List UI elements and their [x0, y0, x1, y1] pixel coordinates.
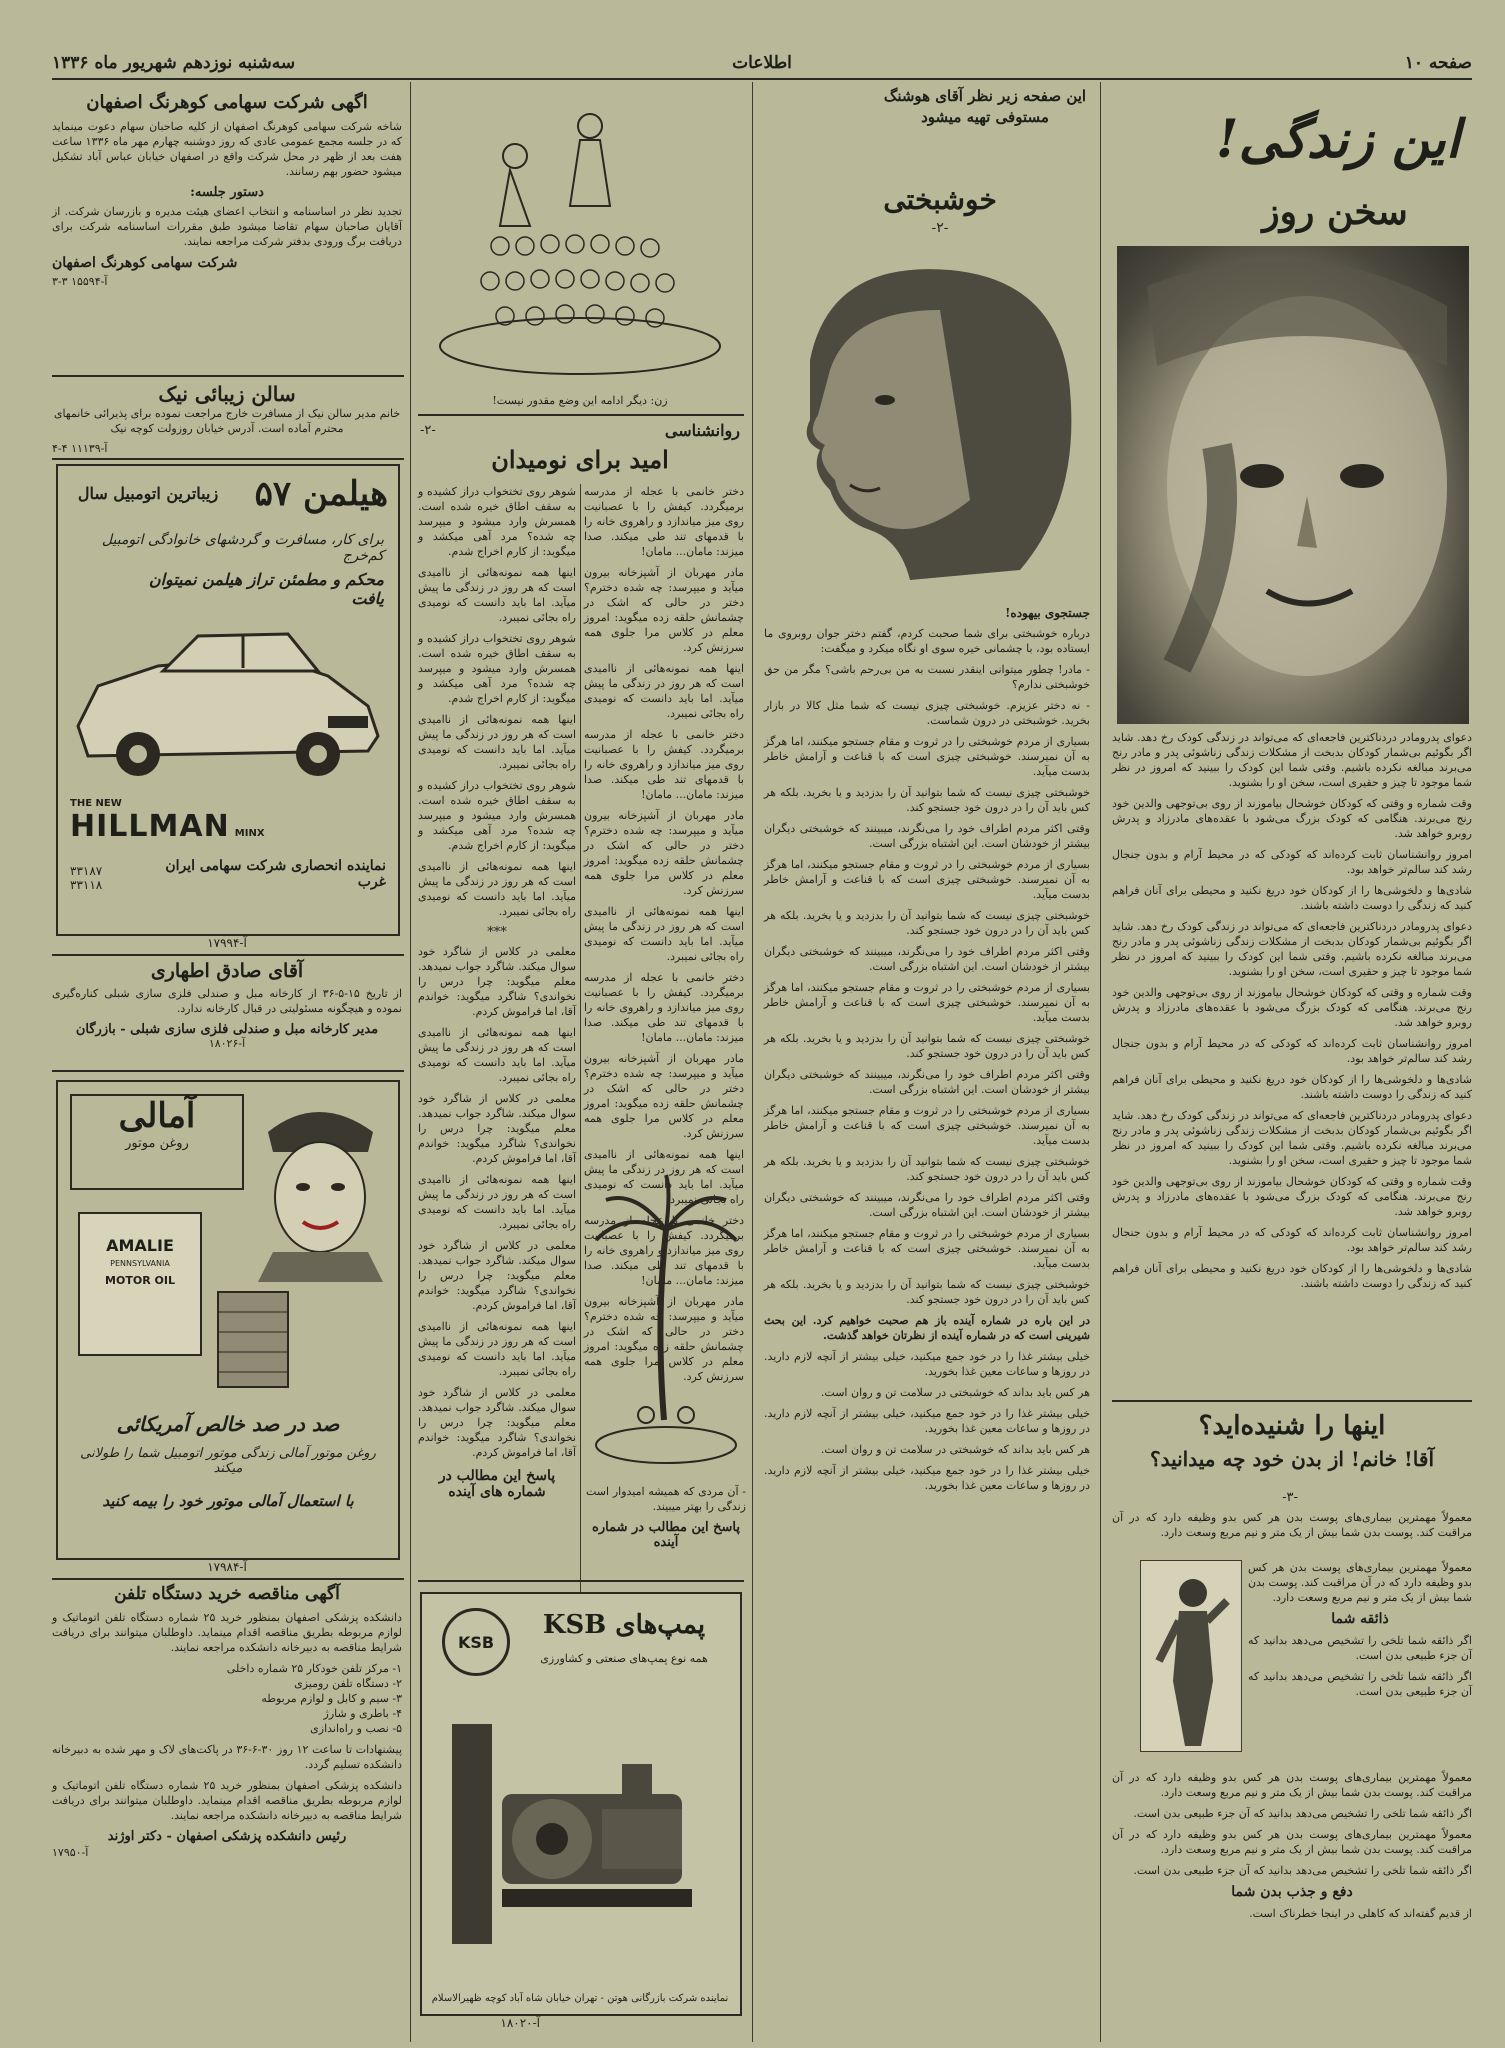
heard-num: -۳- [1282, 1490, 1298, 1505]
col1-paragraph: شادی‌ها و دلخوشی‌ها را از کودکان خود دریغ نکنید و محیطی برای آنان فراهم کنید که زندگی را دوست داشته باشند. [1112, 884, 1472, 912]
col2-paragraph: وقتی اکثر مردم اطراف خود را می‌نگرند، میبینند که خوشبختی دیگران بیشتر از خودشان است. این اشتباه بزرگی است. [764, 822, 1090, 850]
heard-paragraph: اگر ذائقه شما تلخی را تشخیص می‌دهد بدانید که آن جزء طبیعی بدن است. [1133, 1807, 1472, 1820]
car-icon [68, 616, 388, 786]
kouhrang-signature: شرکت سهامی کوهرنگ اصفهان [52, 255, 238, 271]
page-header [52, 48, 1472, 80]
col3-paragraph: اینها همه نمونه‌هائی از ناامیدی است که هر روز در زندگی ما پیش میآید. اما باید دانست که نومیدی راه بجائی نمیبرد. [418, 860, 576, 918]
col2-paragraph: خوشبختی چیزی نیست که شما بتوانید آن را بدزدید و یا بخرید. بلکه هر کس باید آن را در درون خود جستجو کند. [764, 1032, 1090, 1060]
col3-paragraph: اینها همه نمونه‌هائی از ناامیدی است که هر روز در زندگی ما پیش میآید. اما باید دانست که نومیدی راه بجائی نمیبرد. [584, 662, 744, 720]
psych-header [420, 418, 740, 442]
col3-paragraph: مادر مهربان از آشپزخانه بیرون میآید و میپرسد: چه شده دخترم؟ دختر در حالی که اشک در چشمانش حلقه زده میگوید: امروز معلم در کلاس مرا جلوی همه سرزنش کرد. [584, 1295, 744, 1383]
col2-paragraph: خیلی بیشتر غذا را در خود جمع میکنید، خیلی بیشتر از آنچه لازم دارید. در روزها و ساعات معین غذا بخورید. [764, 1350, 1090, 1378]
section-divider [418, 414, 744, 416]
cartoon-caption: زن: دیگر ادامه این وضع مقدور نیست! [492, 394, 668, 407]
oil-can-icon [208, 1282, 298, 1392]
stars-divider: *** [487, 925, 507, 940]
heard-paragraph: معمولاً مهمترین بیماری‌های پوست بدن هر کس بدو وظیفه دارد که در آن مراقبت کند. پوست بدن شما بیش از یک متر و نیم مربع وسعت دارد. [1112, 1828, 1472, 1856]
heard-paragraph: از قدیم گفته‌اند که کاهلی در اینجا خطرناک است. [1249, 1907, 1472, 1920]
heard-body [1112, 1510, 1472, 1550]
editor-note-text: این صفحه زیر نظر آقای هوشنگ مستوفی تهیه میشود [883, 87, 1087, 126]
child-photo [1117, 246, 1469, 724]
salon-ad [52, 382, 402, 440]
col2-paragraph: بسیاری از مردم خوشبختی را در ثروت و مقام جستجو میکنند، اما هرگز به آن نمیرسند. خوشبختی چیزی است که با قناعت و آرامش خاطر بدست میآید. [764, 858, 1090, 901]
psych-label: روانشناسی [664, 420, 740, 440]
palm-tree-icon [586, 1170, 746, 1480]
hillman-logo-minx: MINX [234, 828, 265, 839]
athari-signature: مدیر کارخانه مبل و صندلی فلزی سازی شبلی - بازرگان [75, 1022, 379, 1037]
ksb-title: پمپ‌های KSB [542, 1610, 706, 1640]
tender-items: ۱- مرکز تلفن خودکار ۲۵ شماره داخلی ۲- دستگاه تلفن رومیزی ۳- سیم و کابل و لوازم مربوطه ۴- باطری و شارژ ۵- نصب و راه‌اندازی [226, 1662, 402, 1735]
col2-paragraph: هر کس باید بداند که خوشبختی در سلامت تن و روان است. [820, 1386, 1090, 1399]
col3-paragraph: معلمی در کلاس از شاگرد خود سوال میکند. شاگرد جواب نمیدهد. معلم میگوید: چرا درس را نخواندی؟ شاگرد میگوید: خواندم آقا، اما فراموش کردم. [418, 1092, 576, 1165]
col2-paragraph: خوشبختی چیزی نیست که شما بتوانید آن را بدزدید و یا بخرید. بلکه هر کس باید آن را در درون خود جستجو کند. [764, 786, 1090, 814]
hillman-slogan: محکم و مطمئن تراز هیلمن نمیتوان یافت [148, 570, 384, 608]
column-rule [1100, 82, 1101, 2042]
palm-cartoon [586, 1170, 746, 1480]
page-label: صفحه ۱۰ [1404, 53, 1472, 73]
col1-paragraph: امروز روانشناسان ثابت کرده‌اند که کودکی که در محیط آرام و بدون جنجال رشد کند سالم‌تر خواهد بود. [1112, 1037, 1472, 1065]
tender-body-2: پیشنهادات تا ساعت ۱۲ روز ۳۰-۶-۳۶ در پاکت‌های لاک و مهر شده به دبیرخانه دانشکده تسلیم گردد. [52, 1743, 403, 1771]
hillman-desc: برای کار، مسافرت و گردشهای خانوادگی اتومبیل کم‌خرج [101, 532, 384, 564]
col3-paragraph: مادر مهربان از آشپزخانه بیرون میآید و میپرسد: چه شده دخترم؟ دختر در حالی که اشک در چشمانش حلقه زده میگوید: امروز معلم در کلاس مرا جلوی همه سرزنش کرد. [584, 809, 744, 897]
col1-paragraph: امروز روانشناسان ثابت کرده‌اند که کودکی که در محیط آرام و بدون جنجال رشد کند سالم‌تر خواهد بود. [1112, 1226, 1472, 1254]
hillman-logo-small: THE NEW [70, 798, 122, 809]
hillman-ad [56, 464, 400, 936]
series-title-text: این زندگی! [1215, 109, 1461, 170]
hillman-logo-text: HILLMAN [70, 809, 230, 844]
col1-paragraph: دعوای پدرومادر دردناکترین فاجعه‌ای که می‌تواند در زندگی کودک رخ دهد. شاید اگر بگوئیم بی‌شمار کودکان بدبخت از مشکلات زندگی زناشوئی پدر و مادر رنج می‌برند مبالغه نکرده باشیم. وقتی شما این کودک را ببینید که امروز در نظر شما موجود تا چیز و حقیری است، سخن او را بشنوید. [1112, 731, 1472, 789]
ksb-code: آ-۱۸۰۲۰ [500, 2016, 540, 2030]
heard-subtitle: آقا! خانم! از بدن خود چه میدانید؟ [1149, 1447, 1435, 1471]
section-divider [52, 1578, 404, 1580]
woman-profile-icon [770, 240, 1090, 600]
col3-paragraph: معلمی در کلاس از شاگرد خود سوال میکند. شاگرد جواب نمیدهد. معلم میگوید: چرا درس را نخواندی؟ شاگرد میگوید: خواندم آقا، اما فراموش کردم. [418, 945, 576, 1018]
col3-paragraph: دختر خانمی با عجله از مدرسه برمیگردد. کیفش را با عصبانیت روی میز میاندازد و راهروی خانه را با قدمهای تند طی میکند. صدا میزند: مامان... مامان! [584, 485, 744, 558]
athari-title: آقای صادق اطهاری [150, 960, 304, 982]
col2-paragraph: هر کس باید بداند که خوشبختی در سلامت تن و روان است. [820, 1443, 1090, 1456]
hillman-code: آ-۱۷۹۹۴ [207, 936, 247, 950]
answer-next-issue: پاسخ این مطالب در شماره های آینده [438, 1468, 556, 1500]
column-rule [752, 82, 753, 2042]
kouhrang-title: اگهی شرکت سهامی کوهرنگ اصفهان [86, 92, 368, 113]
amalie-code: آ-۱۷۹۸۴ [207, 1560, 247, 1574]
col2-paragraph: خوشبختی چیزی نیست که شما بتوانید آن را بدزدید و یا بخرید. بلکه هر کس باید آن را در درون خود جستجو کند. [764, 1155, 1090, 1183]
col2-paragraph: - نه دختر عزیزم. خوشبختی چیزی نیست که شما مثل کالا در بازار بخرید. خوشبختی در درون شماست. [764, 699, 1090, 727]
amalie-can-type: MOTOR OIL [105, 1274, 175, 1287]
col2-paragraph: - مادر! چطور میتوانی اینقدر نسبت به من بی‌رحم باشی؟ مگر من حق خوشبختی ندارم؟ [764, 663, 1090, 691]
col3-paragraph: شوهر روی تختخواب دراز کشیده و به سقف اطاق خیره شده است. همسرش وارد میشود و میپرسد چه شده؟ مرد آهی میکشد و میگوید: از کارم اخراج شدم. [418, 779, 576, 852]
editor-note [880, 86, 1090, 152]
figure-icon [1141, 1561, 1241, 1751]
tender-title: آگهی مناقصه خرید دستگاه تلفن [114, 1584, 340, 1604]
heard-body-3 [1112, 1770, 1472, 2000]
amalie-sub: روغن موتور [125, 1136, 189, 1151]
amalie-brand: آمالی [118, 1096, 196, 1136]
col1-body [1112, 730, 1472, 1390]
column-title-text: سخن روز [1262, 191, 1408, 233]
amalie-body: صد در صد خالص آمریکائی [116, 1412, 340, 1436]
col3-paragraph: شوهر روی تختخواب دراز کشیده و به سقف اطاق خیره شده است. همسرش وارد میشود و میپرسد چه شده؟ مرد آهی میکشد و میگوید: از کارم اخراج شدم. [418, 485, 576, 558]
kouhrang-ad [52, 92, 402, 372]
col3-paragraph: اینها همه نمونه‌هائی از ناامیدی است که هر روز در زندگی ما پیش میآید. اما باید دانست که نومیدی راه بجائی نمیبرد. [584, 1148, 744, 1206]
happiness-title-text: خوشبختی [883, 183, 997, 216]
palm-caption-text [586, 1484, 746, 1574]
col3-paragraph: معلمی در کلاس از شاگرد خود سوال میکند. شاگرد جواب نمیدهد. معلم میگوید: چرا درس را نخواندی؟ شاگرد میگوید: خواندم آقا، اما فراموش کردم. [418, 1386, 576, 1459]
col3-paragraph: - آن مردی که همیشه امیدوار است زندگی را بهتر میبیند. [586, 1485, 746, 1513]
amalie-body-3: با استعمال آمالی موتور خود را بیمه کنید [102, 1492, 354, 1510]
agenda-title: دستور جلسه: [190, 185, 264, 200]
col1-paragraph: وقت شماره و وقتی که کودکان خوشحال بیاموزند از روی بی‌توجهی والدین خود رنج می‌برند. هنگامی که کودک بزرگ می‌شود با عقده‌های مادرزاد و پدرش روبرو خواهد شد. [1112, 986, 1472, 1029]
ksb-footer: نماینده شرکت بازرگانی هوتن - تهران خیابان شاه آباد کوچه ظهیرالاسلام [431, 1993, 729, 2004]
amalie-can [78, 1212, 202, 1356]
col2-paragraph: خیلی بیشتر غذا را در خود جمع میکنید، خیلی بیشتر از آنچه لازم دارید. در روزها و ساعات معین غذا بخورید. [764, 1464, 1090, 1492]
col3-body-left [418, 484, 576, 1664]
hillman-brand [255, 474, 388, 514]
section-divider [52, 375, 404, 377]
col1-paragraph: شادی‌ها و دلخوشی‌ها را از کودکان خود دریغ نکنید و محیطی برای آنان فراهم کنید که زندگی را دوست داشته باشند. [1112, 1073, 1472, 1101]
column-rule [580, 484, 581, 1664]
absorb-title: دفع و جذب بدن شما [1231, 1884, 1353, 1900]
col2-paragraph: وقتی اکثر مردم اطراف خود را می‌نگرند، میبینند که خوشبختی دیگران بیشتر از خودشان است. این اشتباه بزرگی است. [764, 1068, 1090, 1096]
col3-paragraph: اینها همه نمونه‌هائی از ناامیدی است که هر روز در زندگی ما پیش میآید. اما باید دانست که نومیدی راه بجائی نمیبرد. [418, 1320, 576, 1378]
section-divider [418, 1580, 744, 1582]
heard-paragraph: معمولاً مهمترین بیماری‌های پوست بدن هر کس بدو وظیفه دارد که در آن مراقبت کند. پوست بدن شما بیش از یک متر و نیم مربع وسعت دارد. [1112, 1511, 1472, 1539]
col1-paragraph: وقت شماره و وقتی که کودکان خوشحال بیاموزند از روی بی‌توجهی والدین خود رنج می‌برند. هنگامی که کودک بزرگ می‌شود با عقده‌های مادرزاد و پدرش روبرو خواهد شد. [1112, 797, 1472, 840]
athari-ad [52, 960, 402, 1068]
agenda-body: تجدید نظر در اساسنامه و انتخاب اعضای هیئت مدیره و بازرسان شرکت. از آقایان صاحبان سهام تقاضا میشود طبق مقررات اساسنامه شرکت برای دریافت برگ ورودی بدفتر شرکت مراجعه نمایند. [52, 205, 402, 248]
tender-signature: رئیس دانشکده پزشکی اصفهان - دکتر اوژند [107, 1829, 347, 1844]
series-title [1210, 108, 1466, 178]
col3-paragraph: معلمی در کلاس از شاگرد خود سوال میکند. شاگرد جواب نمیدهد. معلم میگوید: چرا درس را نخواندی؟ شاگرد میگوید: خواندم آقا، اما فراموش کردم. [418, 1239, 576, 1312]
col2-paragraph: بسیاری از مردم خوشبختی را در ثروت و مقام جستجو میکنند، اما هرگز به آن نمیرسند. خوشبختی چیزی است که با قناعت و آرامش خاطر بدست میآید. [764, 1227, 1090, 1270]
paper-name: اطلاعات [732, 53, 792, 73]
hillman-dealer: نماینده انحصاری شرکت سهامی ایران غرب [165, 858, 386, 890]
kouhrang-body: شاخه شرکت سهامی کوهرنگ اصفهان از کلیه صاحبان سهام دعوت مینماید که در جلسه مجمع عمومی عادی که روز دوشنبه چهارم مهر ماه ۱۳۳۶ ساعت هفت بعد از ظهر در محل شرکت واقع در اصفهان خیابان عباس آباد تشکیل میشود حضور بهم رسانند. [52, 120, 403, 178]
col3-paragraph: دختر خانمی با عجله از مدرسه برمیگردد. کیفش را با عصبانیت روی میز میاندازد و راهروی خانه را با قدمهای تند طی میکند. صدا میزند: مامان... مامان! [584, 728, 744, 801]
section-divider [52, 954, 404, 956]
col3-paragraph: دختر خانمی با عجله از مدرسه برمیگردد. کیفش را با عصبانیت روی میز میاندازد و راهروی خانه را با قدمهای تند طی میکند. صدا میزند: مامان... مامان! [584, 971, 744, 1044]
col2-paragraph: بسیاری از مردم خوشبختی را در ثروت و مقام جستجو میکنند، اما هرگز به آن نمیرسند. خوشبختی چیزی است که با قناعت و آرامش خاطر بدست میآید. [764, 1104, 1090, 1147]
tender-body: دانشکده پزشکی اصفهان بمنظور خرید ۲۵ شماره دستگاه تلفن اتوماتیک و لوازم مربوطه بطریق مناقصه اقدام مینماید. داوطلبان میتوانند برای دریافت شرایط مناقصه به دبیرخانه دانشکده مراجعه نمایند. [52, 1779, 402, 1822]
happiness-num: -۲- [931, 220, 949, 236]
col3-paragraph: اینها همه نمونه‌هائی از ناامیدی است که هر روز در زندگی ما پیش میآید. اما باید دانست که نومیدی راه بجائی نمیبرد. [418, 566, 576, 624]
salon-title: سالن زیبائی نیک [158, 382, 296, 406]
col2-paragraph: بسیاری از مردم خوشبختی را در ثروت و مقام جستجو میکنند، اما هرگز به آن نمیرسند. خوشبختی چیزی است که با قناعت و آرامش خاطر بدست میآید. [764, 981, 1090, 1024]
col2-paragraph: خوشبختی چیزی نیست که شما بتوانید آن را بدزدید و یا بخرید. بلکه هر کس باید آن را در درون خود جستجو کند. [764, 909, 1090, 937]
hillman-tagline: زیباترین اتومبیل سال [77, 484, 219, 503]
section-divider [52, 458, 404, 460]
cartoon-drawing-icon [420, 96, 740, 392]
heard-section-title [1112, 1408, 1472, 1488]
ksb-logo [442, 1608, 510, 1676]
ksb-subtitle: همه نوع پمپ‌های صنعتی و کشاورزی [540, 1652, 708, 1665]
col3-paragraph: مادر مهربان از آشپزخانه بیرون میآید و میپرسد: چه شده دخترم؟ دختر در حالی که اشک در چشمانش حلقه زده میگوید: امروز معلم در کلاس مرا جلوی همه سرزنش کرد. [584, 566, 744, 654]
cartoon-image [420, 96, 740, 392]
tender-body: دانشکده پزشکی اصفهان بمنظور خرید ۲۵ شماره دستگاه تلفن اتوماتیک و لوازم مربوطه بطریق مناقصه اقدام مینماید. داوطلبان میتوانند برای دریافت شرایط مناقصه به دبیرخانه دانشکده مراجعه نمایند. [52, 1611, 402, 1654]
heard-title: اینها را شنیده‌اید؟ [1198, 1411, 1386, 1441]
heard-paragraph: معمولاً مهمترین بیماری‌های پوست بدن هر کس بدو وظیفه دارد که در آن مراقبت کند. پوست بدن شما بیش از یک متر و نیم مربع وسعت دارد. [1248, 1561, 1472, 1604]
col2-paragraph: درباره خوشبختی برای شما صحبت کردم، گفتم دختر جوان روبروی ما ایستاده بود، با چشمانی خیره سوی او نگاه میکرد و میگفت: [764, 627, 1090, 655]
section-divider [52, 1070, 404, 1072]
kouhrang-code: آ-۱۵۵۹۴ ۳-۳ [52, 275, 108, 288]
ksb-logo-text: KSB [457, 1632, 495, 1652]
amalie-can-origin: PENNSYLVANIA [110, 1259, 170, 1268]
col1-paragraph: امروز روانشناسان ثابت کرده‌اند که کودکی که در محیط آرام و بدون جنجال رشد کند سالم‌تر خواهد بود. [1112, 848, 1472, 876]
ksb-ad [420, 1592, 742, 2016]
athari-code: آ-۱۸۰۲۶ [208, 1037, 246, 1050]
salon-code: آ-۱۱۱۳۹ ۴-۴ [52, 442, 108, 455]
heard-paragraph: معمولاً مهمترین بیماری‌های پوست بدن هر کس بدو وظیفه دارد که در آن مراقبت کند. پوست بدن شما بیش از یک متر و نیم مربع وسعت دارد. [1112, 1771, 1472, 1799]
hillman-logo [70, 798, 265, 844]
body-figure-image [1140, 1560, 1242, 1752]
hillman-phones: ۳۳۱۸۷ ۳۳۱۱۸ [70, 864, 103, 892]
col3-paragraph: اینها همه نمونه‌هائی از ناامیدی است که هر روز در زندگی ما پیش میآید. اما باید دانست که نومیدی راه بجائی نمیبرد. [418, 713, 576, 771]
column-rule [410, 82, 411, 2042]
amalie-headline [70, 1094, 244, 1190]
col1-paragraph: دعوای پدرومادر دردناکترین فاجعه‌ای که می‌تواند در زندگی کودک رخ دهد. شاید اگر بگوئیم بی‌شمار کودکان بدبخت از مشکلات زندگی زناشوئی پدر و مادر رنج می‌برند مبالغه نکرده باشیم. وقتی شما این کودک را ببینید که امروز در نظر شما موجود تا چیز و حقیری است، سخن او را بشنوید. [1112, 920, 1472, 978]
col3-paragraph: شوهر روی تختخواب دراز کشیده و به سقف اطاق خیره شده است. همسرش وارد میشود و میپرسد چه شده؟ مرد آهی میکشد و میگوید: از کارم اخراج شدم. [418, 632, 576, 705]
col3-paragraph: دختر خانمی با عجله از مدرسه برمیگردد. کیفش را با عصبانیت روی میز میاندازد و راهروی خانه را با قدمهای تند طی میکند. صدا میزند: مامان... مامان! [584, 1214, 744, 1287]
col3-paragraph: اینها همه نمونه‌هائی از ناامیدی است که هر روز در زندگی ما پیش میآید. اما باید دانست که نومیدی راه بجائی نمیبرد. [418, 1173, 576, 1231]
psych-title: امید برای نومیدان [491, 445, 669, 474]
amalie-ad [56, 1080, 400, 1560]
col2-paragraph: خوشبختی چیزی نیست که شما بتوانید آن را بدزدید و یا بخرید. بلکه هر کس باید آن را در درون خود جستجو کند. [764, 1278, 1090, 1306]
col2-body [764, 606, 1090, 2026]
col1-paragraph: شادی‌ها و دلخوشی‌ها را از کودکان خود دریغ نکنید و محیطی برای آنان فراهم کنید که زندگی را دوست داشته باشند. [1112, 1262, 1472, 1290]
amalie-body-2: روغن موتور آمالی زندگی موتور اتومبیل شما را طولانی میکند [80, 1446, 376, 1476]
heard-body-2 [1248, 1560, 1472, 1760]
col2-paragraph: خیلی بیشتر غذا را در خود جمع میکنید، خیلی بیشتر از آنچه لازم دارید. در روزها و ساعات معین غذا بخورید. [764, 1407, 1090, 1435]
heard-paragraph: اگر ذائقه شما تلخی را تشخیص می‌دهد بدانید که آن جزء طبیعی بدن است. [1248, 1634, 1472, 1662]
psych-num: -۲- [420, 422, 436, 438]
column-title [1230, 188, 1440, 236]
section-divider [1112, 1400, 1472, 1402]
col2-paragraph: وقتی اکثر مردم اطراف خود را می‌نگرند، میبینند که خوشبختی دیگران بیشتر از خودشان است. این اشتباه بزرگی است. [764, 1191, 1090, 1219]
answer-next: پاسخ این مطالب در شماره آینده [592, 1520, 740, 1550]
taste-title: ذائقه شما [1331, 1611, 1389, 1627]
col3-paragraph: اینها همه نمونه‌هائی از ناامیدی است که هر روز در زندگی ما پیش میآید. اما باید دانست که نومیدی راه بجائی نمیبرد. [584, 905, 744, 963]
col2-paragraph: وقتی اکثر مردم اطراف خود را می‌نگرند، میبینند که خوشبختی دیگران بیشتر از خودشان است. این اشتباه بزرگی است. [764, 945, 1090, 973]
pump-icon [442, 1684, 720, 1954]
heard-paragraph: اگر ذائقه شما تلخی را تشخیص می‌دهد بدانید که آن جزء طبیعی بدن است. [1248, 1670, 1472, 1698]
tender-ad [52, 1584, 402, 2024]
col2-paragraph: در این باره در شماره آینده باز هم صحبت خواهیم کرد. این بحث شیرینی است که در شماره آینده از نظرتان خواهد گذشت. [764, 1314, 1090, 1342]
woman-profile-photo [770, 240, 1090, 600]
tender-code: آ-۱۷۹۵۰ [52, 1846, 89, 1859]
col3-paragraph: مادر مهربان از آشپزخانه بیرون میآید و میپرسد: چه شده دخترم؟ دختر در حالی که اشک در چشمانش حلقه زده میگوید: امروز معلم در کلاس مرا جلوی همه سرزنش کرد. [584, 1052, 744, 1140]
hillman-brand-text: هیلمن ۵۷ [254, 474, 388, 514]
happiness-intro: جستجوی بیهوده! [1005, 606, 1090, 620]
col1-paragraph: وقت شماره و وقتی که کودکان خوشحال بیاموزند از روی بی‌توجهی والدین خود رنج می‌برند. هنگامی که کودک بزرگ می‌شود با عقده‌های مادرزاد و پدرش روبرو خواهد شد. [1112, 1175, 1472, 1218]
salon-body: خانم مدیر سالن نیک از مسافرت خارج مراجعت نموده برای پذیرائی خانمهای محترم آماده است. آدرس خیابان روزولت کوچه نیک [53, 407, 401, 435]
col3-paragraph: اینها همه نمونه‌هائی از ناامیدی است که هر روز در زندگی ما پیش میآید. اما باید دانست که نومیدی راه بجائی نمیبرد. [418, 1026, 576, 1084]
athari-body: از تاریخ ۱۵-۵-۳۶ از کارخانه مبل و صندلی فلزی سازی شبلی کناره‌گیری نموده و هیچگونه مسئولیتی در قبال کارخانه ندارد. [52, 987, 403, 1015]
attendant-face-icon [248, 1092, 388, 1282]
col1-paragraph: دعوای پدرومادر دردناکترین فاجعه‌ای که می‌تواند در زندگی کودک رخ دهد. شاید اگر بگوئیم بی‌شمار کودکان بدبخت از مشکلات زندگی زناشوئی پدر و مادر رنج می‌برند مبالغه نکرده باشیم. وقتی شما این کودک را ببینید که امروز در نظر شما موجود تا چیز و حقیری است، سخن او را بشنوید. [1112, 1109, 1472, 1167]
heard-paragraph: اگر ذائقه شما تلخی را تشخیص می‌دهد بدانید که آن جزء طبیعی بدن است. [1133, 1864, 1472, 1877]
amalie-can-brand: AMALIE [106, 1236, 174, 1255]
col2-paragraph: بسیاری از مردم خوشبختی را در ثروت و مقام جستجو میکنند، اما هرگز به آن نمیرسند. خوشبختی چیزی است که با قناعت و آرامش خاطر بدست میآید. [764, 735, 1090, 778]
child-face-icon [1117, 246, 1469, 724]
date-line: سه‌شنبه نوزدهم شهریور ماه ۱۳۳۶ [52, 53, 296, 73]
